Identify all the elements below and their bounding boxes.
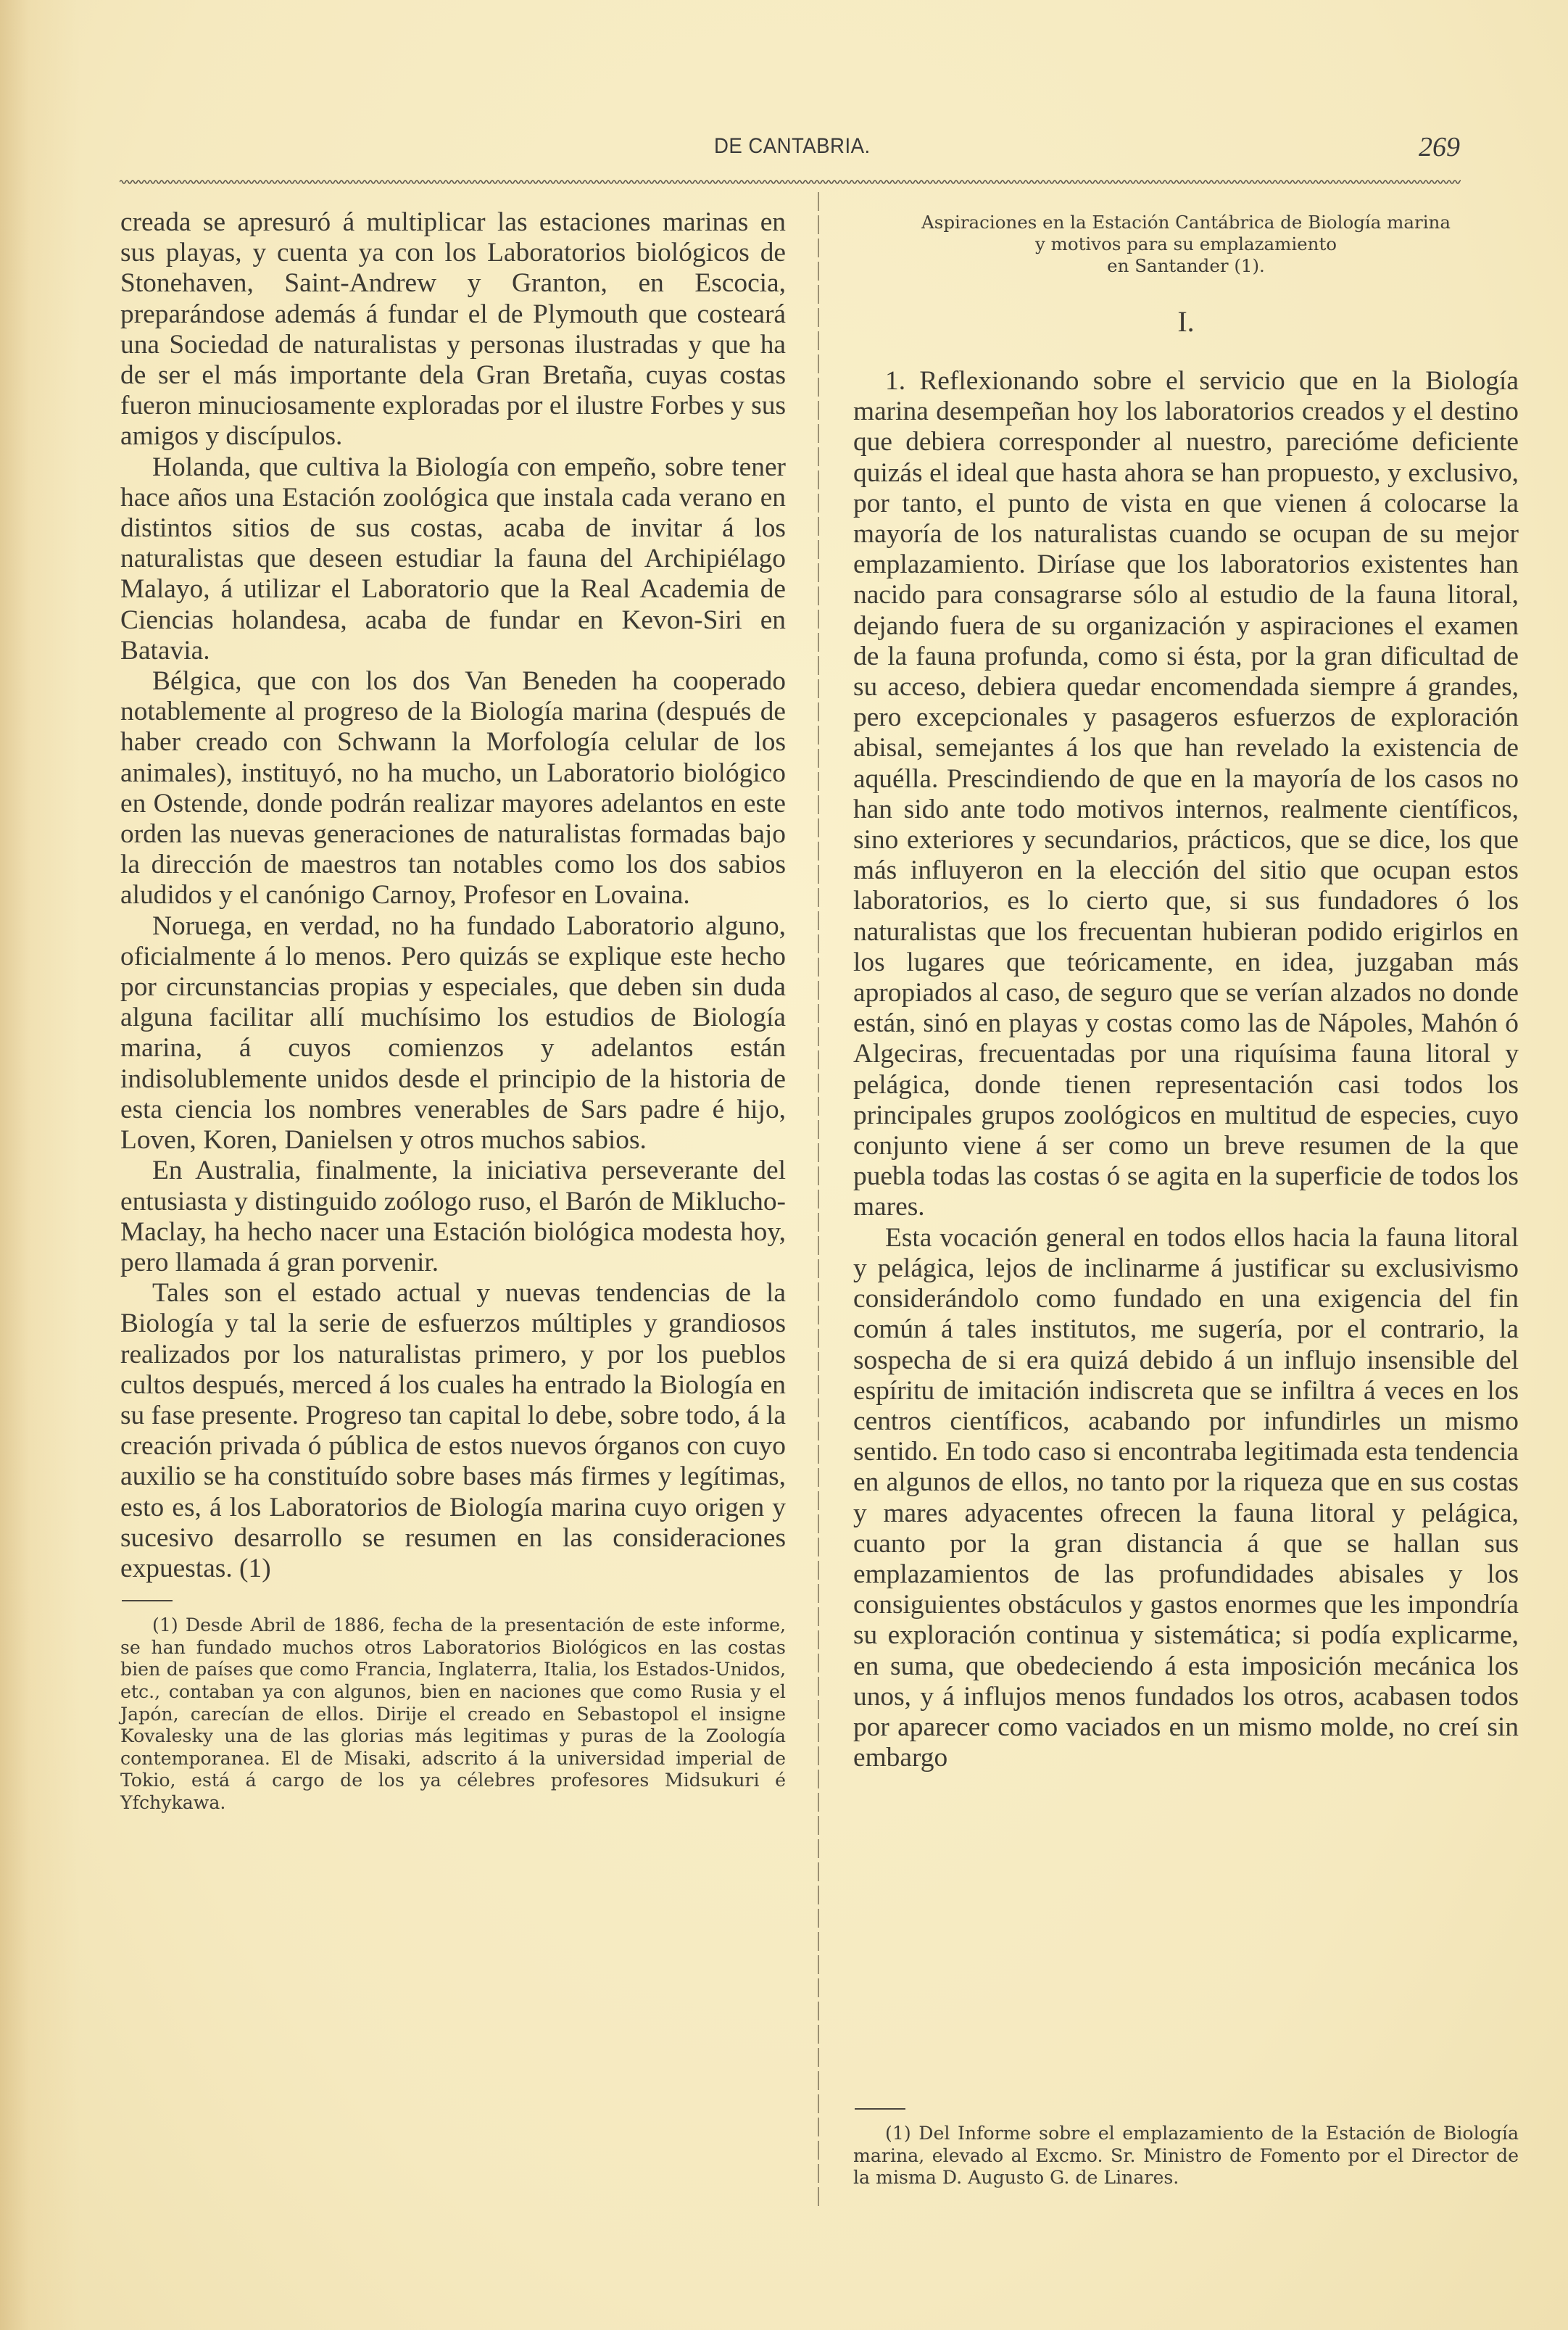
footnote-rule: [855, 2108, 905, 2110]
footnote: (1) Desde Abril de 1886, fecha de la presentación de este informe, se han fundado muchos otros Laboratorios Biológicos en las costas bien de países que como Francia, Inglaterra, Italia, los Estados-Unidos, etc., contaban ya con algunos, bien en naciones que como Rusia y el Japón, carecían de ellos. Dirije el creado en Sebastopol el insigne Kovalesky una de las glorias más legitimas y puras de la Zoología contemporanea. El de Misaki, adscrito á la universidad imperial de Tokio, está á cargo de los ya célebres profesores Midsukuri é Yfchykawa.: [120, 1614, 786, 1813]
wavy-header-rule: [120, 177, 1461, 187]
article-heading-line: y motivos para su emplazamiento: [1034, 233, 1337, 254]
footnote-rule: [122, 1600, 173, 1601]
running-head: [0, 134, 1568, 163]
running-title: DE CANTABRIA.: [714, 134, 871, 158]
footnote-block: [120, 1600, 786, 1814]
paragraph: Bélgica, que con los dos Van Beneden ha cooperado notablemente al progreso de la Biología marina (después de haber creado con Schwann la Morfología celular de los animales), instituyó, no ha mucho, un Laboratorio biológico en Ostende, donde podrán realizar mayores adelantos en este orden las nuevas generaciones de naturalistas formadas bajo la dirección de maestros tan notables como los dos sabios aludidos y el canónigo Carnoy, Profesor en Lovaina.: [120, 666, 786, 911]
paragraph: creada se apresuró á multiplicar las estaciones marinas en sus playas, y cuenta ya con los Laboratorios biológicos de Stonehaven, Saint-Andrew y Granton, en Escocia, preparándose además á fundar el de Plymouth que costeará una Sociedad de naturalistas y personas ilustradas y que ha de ser el más importante dela Gran Bretaña, cuyas costas fueron minuciosamente exploradas por el ilustre Forbes y sus amigos y discípulos.: [120, 207, 786, 452]
paragraph: Holanda, que cultiva la Biología con empeño, sobre tener hace años una Estación zoológica que instala cada verano en distintos sitios de sus costas, acaba de invitar á los naturalistas que deseen estudiar la fauna del Archipiélago Malayo, á utilizar el Laboratorio que la Real Academia de Ciencias holandesa, acaba de fundar en Kevon-Siri en Batavia.: [120, 452, 786, 666]
footnote: (1) Del Informe sobre el emplazamiento de la Estación de Biología marina, elevado al Excmo. Sr. Ministro de Fomento por el Director de la misma D. Augusto G. de Linares.: [853, 2123, 1519, 2189]
left-column: [120, 207, 786, 1814]
page-number: 269: [1419, 132, 1460, 162]
paragraph: Noruega, en verdad, no ha fundado Laboratorio alguno, oficialmente á lo menos. Pero quizás se explique este hecho por circunstancias propias y especiales, que deben sin duda alguna facilitar allí muchísimo los estudios de Biología marina, á cuyos comienzos y adelantos están indisolublemente unidos desde el principio de la historia de esta ciencia los nombres venerables de Sars padre é hijo, Loven, Koren, Danielsen y otros muchos sabios.: [120, 911, 786, 1156]
article-heading-line: Aspiraciones en la Estación Cantábrica de Biología marina: [921, 212, 1451, 233]
right-column: [853, 207, 1519, 2189]
column-divider: [818, 192, 819, 2207]
section-numeral: I.: [1177, 305, 1195, 338]
article-heading-line: en Santander (1).: [1107, 255, 1265, 276]
paragraph: Tales son el estado actual y nuevas tendencias de la Biología y tal la serie de esfuerzos múltiples y grandiosos realizados por los naturalistas primero, y por los pueblos cultos después, merced á los cuales ha entrado la Biología en su fase presente. Progreso tan capital lo debe, sobre todo, á la creación privada ó pública de estos nuevos órganos con cuyo auxilio se ha constituído sobre bases más firmes y legítimas, esto es, á los Laboratorios de Biología marina cuyo origen y sucesivo desarrollo se resumen en las consideraciones expuestas. (1): [120, 1278, 786, 1583]
paragraph: En Australia, finalmente, la iniciativa perseverante del entusiasta y distinguido zoólogo ruso, el Barón de Miklucho-Maclay, ha hecho nacer una Estación biológica modesta hoy, pero llamada á gran porvenir.: [120, 1156, 786, 1277]
footnote-block: [853, 2092, 1519, 2189]
article-heading: [853, 212, 1519, 277]
paragraph: 1. Reflexionando sobre el servicio que en la Biología marina desempeñan hoy los laboratorios creados y el destino que debiera corresponder al nuestro, parecióme deficiente quizás el ideal que hasta ahora se han propuesto, y exclusivo, por tanto, el punto de vista en que vienen á colocarse la mayoría de los naturalistas cuando se ocupan de su mejor emplazamiento. Diríase que los laboratorios existentes han nacido para consagrarse sólo al estudio de la fauna litoral, dejando fuera de su organización y aspiraciones el examen de la fauna profunda, como si ésta, por la gran dificultad de su acceso, debiera quedar encomendada siempre á grandes, pero excepcionales y pasageros esfuerzos de exploración abisal, semejantes á los que han revelado la existencia de aquélla. Prescindiendo de que en la mayoría de los casos no han sido ante todo motivos internos, realmente científicos, sino exteriores y secundarios, prácticos, que se dice, los que más influyeron en la elección del sitio que ocupan estos laboratorios, es lo cierto que, si sus fundadores ó los naturalistas que los frecuentan hubieran podido erigirlos en los lugares que teóricamente, en idea, juzgaban más apropiados al caso, de seguro que se verían alzados no donde están, sinó en playas y costas como las de Nápoles, Mahón ó Algeciras, frecuentadas por una riquísima fauna litoral y pelágica, donde tienen representación casi todos los principales grupos zoológicos en multitud de especies, cuyo conjunto viene á ser como un breve resumen de la que puebla todas las costas ó se agita en la superficie de todos los mares.: [853, 366, 1519, 1222]
paragraph: Esta vocación general en todos ellos hacia la fauna litoral y pelágica, lejos de inclinarme á justificar su exclusivismo considerándolo como fundado en una exigencia del fin común á tales institutos, me sugería, por el contrario, la sospecha de si era quizá debido á un influjo insensible del espíritu de imitación indiscreta que se infiltra á veces en los centros científicos, acabando por infundirles un mismo sentido. En todo caso si encontraba legitimada esta tendencia en algunos de ellos, no tanto por la riqueza que en sus costas y mares adyacentes ofrecen la fauna litoral y pelágica, cuanto por la gran distancia á que se hallan sus emplazamientos de las profundidades abisales y los consiguientes obstáculos y gastos enormes que les impondría su exploración continua y sistemática; si podía explicarme, en suma, que obedeciendo á esta imposición mecánica los unos, y á influjos menos fundados los otros, acabasen todos por aparecer como vaciados en un mismo molde, no creí sin embargo: [853, 1222, 1519, 1773]
